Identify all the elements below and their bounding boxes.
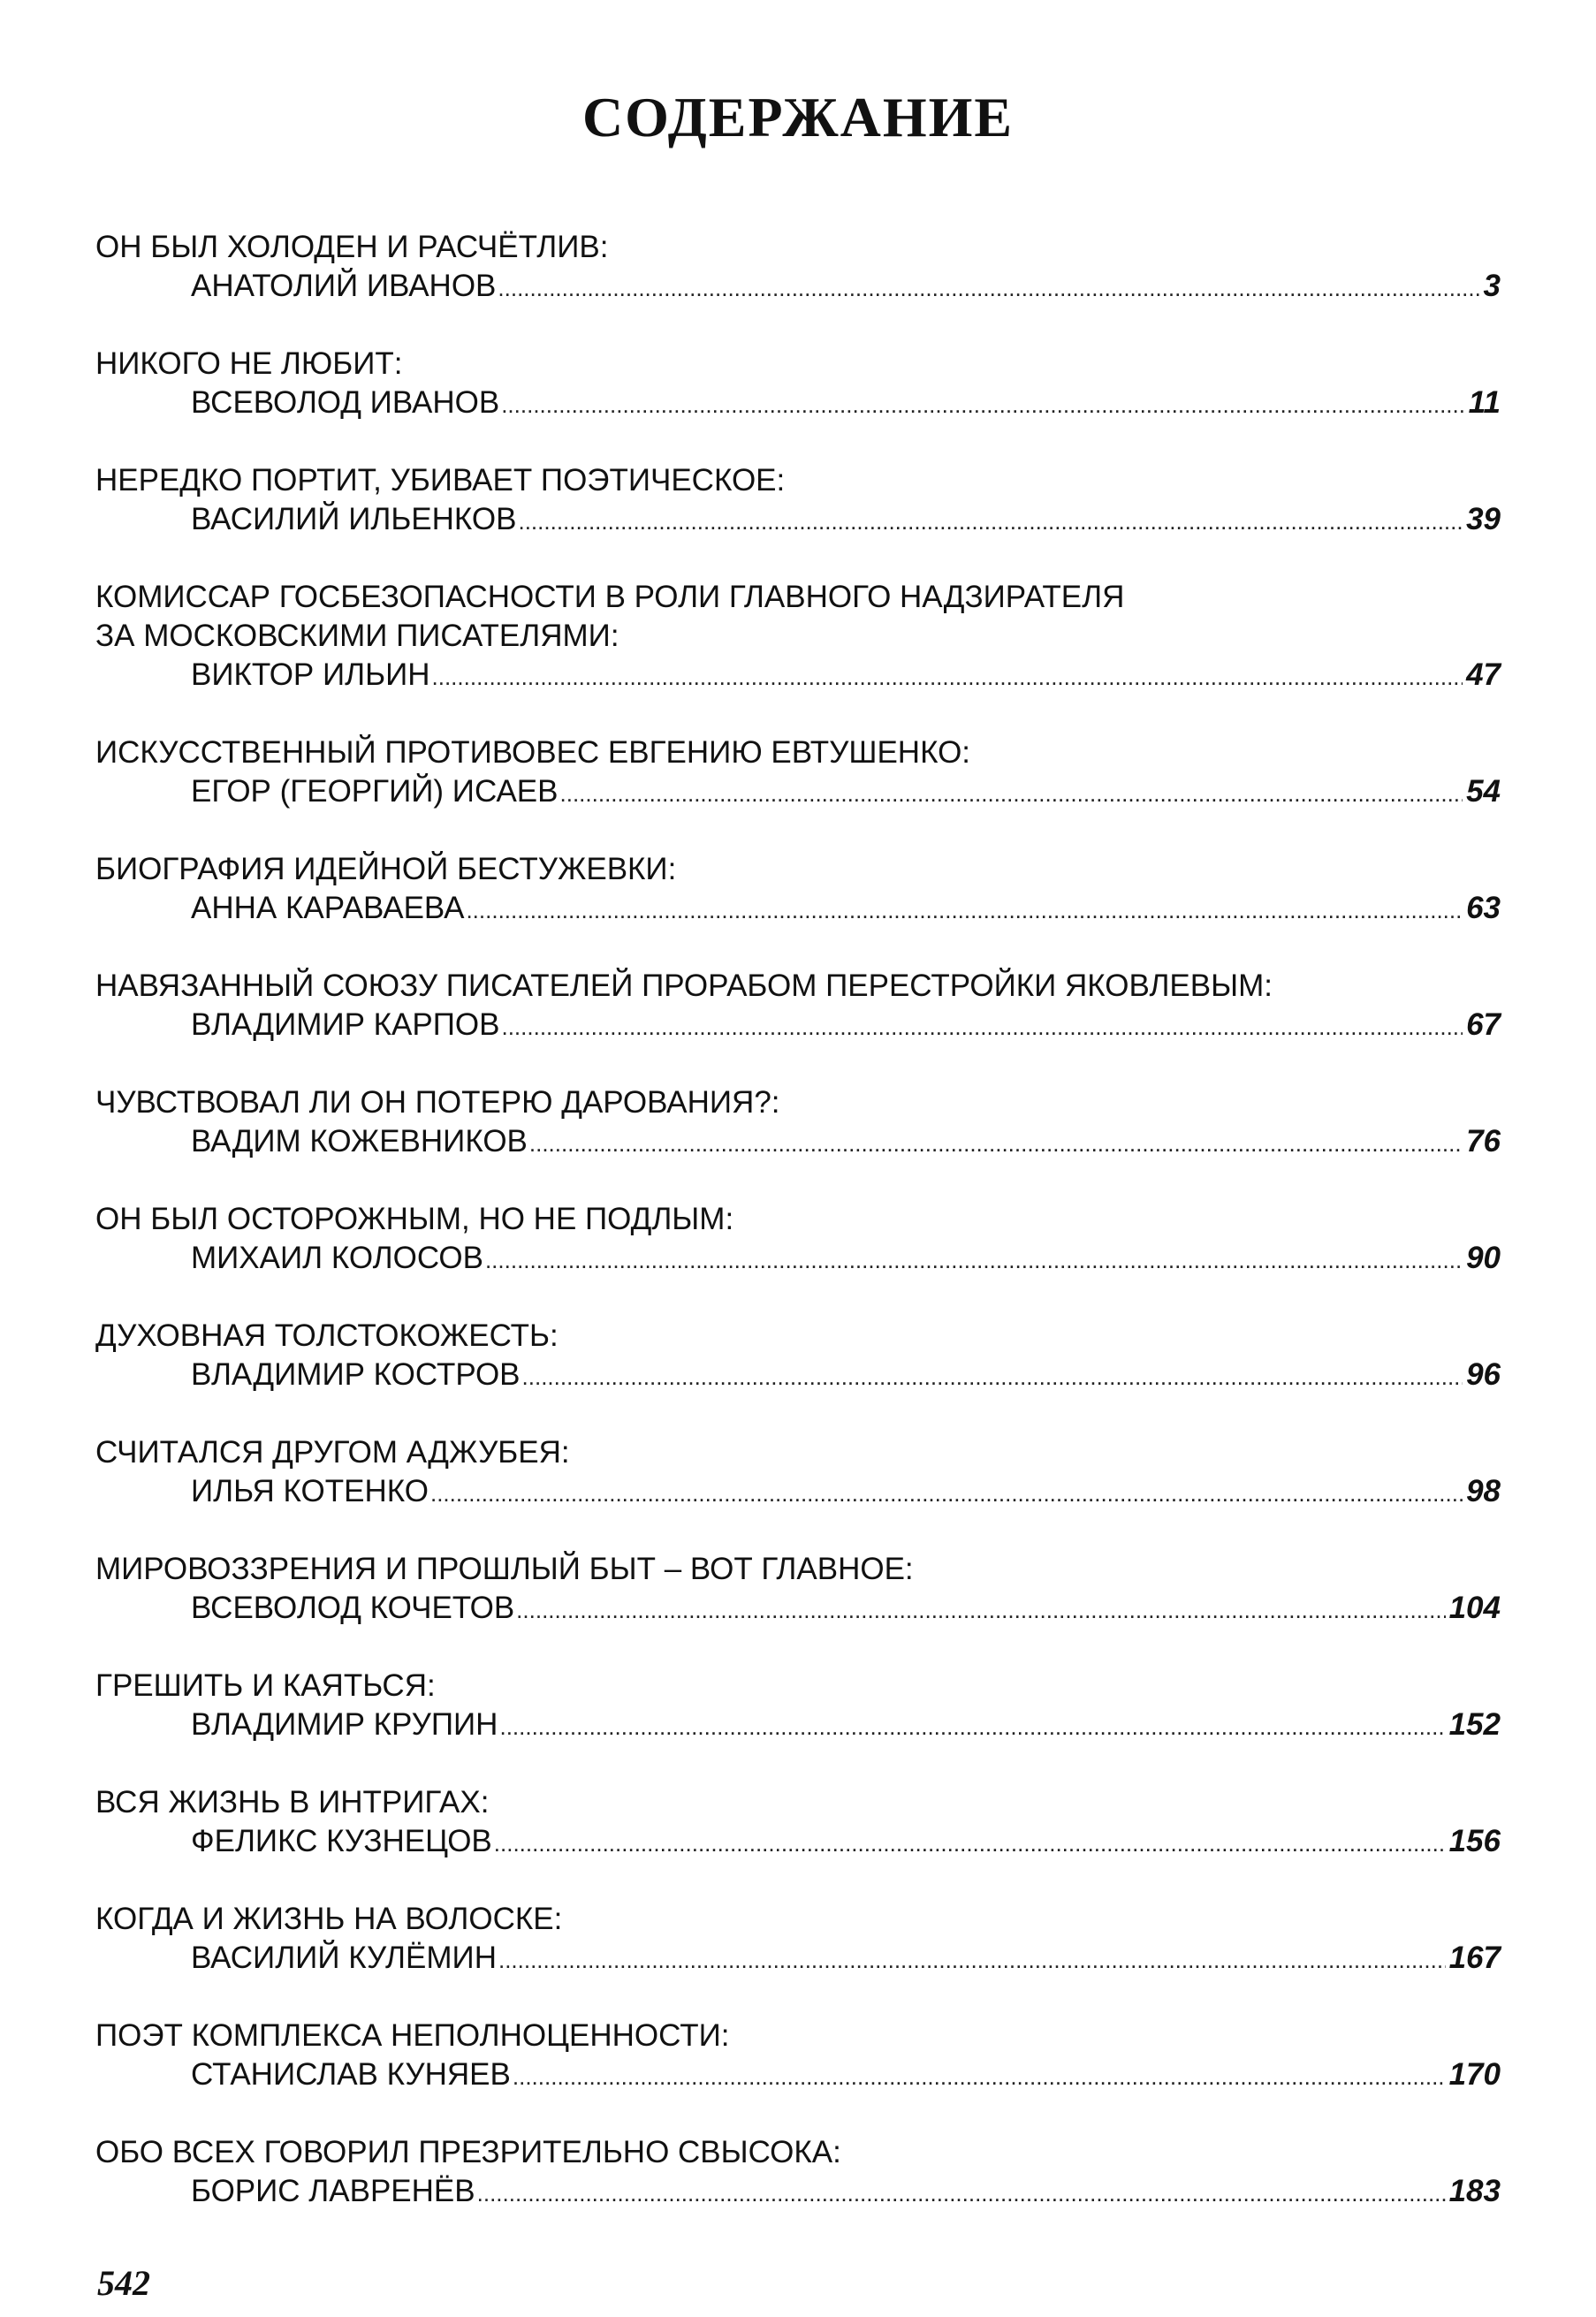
dot-leader (466, 891, 1463, 930)
toc-entry-author: ВЛАДИМИР КРУПИН (191, 1707, 498, 1742)
dot-leader (560, 774, 1463, 813)
toc-entry-author: ИЛЬЯ КОТЕНКО (191, 1474, 429, 1508)
toc-entry-author: ФЕЛИКС КУЗНЕЦОВ (191, 1824, 492, 1858)
toc-entry-line (95, 384, 1501, 424)
toc-entry-line (95, 656, 1501, 696)
toc-entry-author: АНАТОЛИЙ ИВАНОВ (191, 269, 497, 303)
toc-entry-author: БОРИС ЛАВРЕНЁВ (191, 2174, 475, 2208)
toc-entry-author: ВСЕВОЛОД КОЧЕТОВ (191, 1591, 515, 1625)
toc-entry-line (95, 1705, 1501, 1746)
toc-entry-page-number: 183 (1448, 2174, 1501, 2208)
toc-entry-line (95, 1356, 1501, 1396)
toc-entry-title: ЗА МОСКОВСКИМИ ПИСАТЕЛЯМИ: (95, 619, 619, 653)
toc-entry-line (95, 267, 1501, 308)
toc-entry-title: ПОЭТ КОМПЛЕКСА НЕПОЛНОЦЕННОСТИ: (95, 2018, 730, 2053)
toc-entry-title: КОГДА И ЖИЗНЬ НА ВОЛОСКЕ: (95, 1902, 563, 1936)
toc-entry-author: МИХАИЛ КОЛОСОВ (191, 1241, 483, 1275)
toc-entry-page-number: 96 (1466, 1357, 1501, 1392)
toc-entry-line (95, 1006, 1501, 1046)
toc-entry-page-number: 11 (1468, 385, 1501, 420)
dot-leader (529, 1124, 1463, 1163)
dot-leader (498, 1941, 1446, 1979)
dot-leader (432, 657, 1463, 696)
dot-leader (498, 269, 1479, 308)
dot-leader (494, 1824, 1446, 1863)
toc-entry-author: ВЛАДИМИР КОСТРОВ (191, 1357, 521, 1392)
dot-leader (516, 1591, 1445, 1629)
toc-entry (95, 1433, 1501, 1513)
toc-entry-title: ОН БЫЛ ХОЛОДЕН И РАСЧЁТЛИВ: (95, 230, 609, 264)
toc-entry-page-number: 156 (1448, 1824, 1501, 1858)
toc-entry-author: ЕГОР (ГЕОРГИЙ) ИСАЕВ (191, 774, 559, 809)
page-number: 542 (97, 2263, 150, 2303)
toc-entry-line (95, 2172, 1501, 2213)
toc-entry-title: ДУХОВНАЯ ТОЛСТОКОЖЕСТЬ: (95, 1318, 559, 1353)
toc-entry (95, 228, 1501, 308)
toc-entry-page-number: 67 (1466, 1007, 1501, 1042)
toc-entry-author: ВСЕВОЛОД ИВАНОВ (191, 385, 500, 420)
toc-entry (95, 461, 1501, 541)
dot-leader (501, 385, 1464, 424)
dot-leader (485, 1241, 1463, 1280)
toc-entry-page-number: 152 (1448, 1707, 1501, 1742)
toc-entry (95, 578, 1501, 696)
toc-entry-page-number: 104 (1448, 1591, 1501, 1625)
page-title: СОДЕРЖАНИЕ (581, 86, 1015, 148)
toc-entry-title: ЧУВСТВОВАЛ ЛИ ОН ПОТЕРЮ ДАРОВАНИЯ?: (95, 1085, 780, 1120)
toc-entry (95, 1667, 1501, 1746)
dot-leader (518, 502, 1463, 541)
toc-entry (95, 1550, 1501, 1629)
toc-entry-page-number: 54 (1466, 774, 1501, 809)
toc-entry-title: ГРЕШИТЬ И КАЯТЬСЯ: (95, 1668, 436, 1703)
toc-entry (95, 2133, 1501, 2213)
toc-entry-page-number: 90 (1466, 1241, 1501, 1275)
dot-leader (477, 2174, 1446, 2213)
table-of-contents (95, 228, 1501, 2250)
toc-entry-page-number: 98 (1466, 1474, 1501, 1508)
toc-entry-line (95, 1822, 1501, 1863)
toc-entry-author: ВАДИМ КОЖЕВНИКОВ (191, 1124, 528, 1158)
toc-entry (95, 1317, 1501, 1396)
toc-entry-author: СТАНИСЛАВ КУНЯЕВ (191, 2057, 511, 2092)
dot-leader (522, 1357, 1463, 1396)
toc-entry-line (95, 1939, 1501, 1979)
toc-entry (95, 1783, 1501, 1863)
toc-entry-page-number: 39 (1466, 502, 1501, 536)
toc-entry-page-number: 63 (1466, 891, 1501, 925)
toc-entry-line (95, 1472, 1501, 1513)
toc-entry-title: НЕРЕДКО ПОРТИТ, УБИВАЕТ ПОЭТИЧЕСКОЕ: (95, 463, 786, 498)
toc-entry-page-number: 76 (1466, 1124, 1501, 1158)
toc-entry-title: СЧИТАЛСЯ ДРУГОМ АДЖУБЕЯ: (95, 1435, 570, 1470)
toc-entry-title: КОМИССАР ГОСБЕЗОПАСНОСТИ В РОЛИ ГЛАВНОГО НАДЗИРАТЕЛЯ (95, 580, 1125, 614)
toc-entry-line (95, 1122, 1501, 1163)
toc-entry-title: ОБО ВСЕХ ГОВОРИЛ ПРЕЗРИТЕЛЬНО СВЫСОКА: (95, 2135, 841, 2169)
toc-entry-title: БИОГРАФИЯ ИДЕЙНОЙ БЕСТУЖЕВКИ: (95, 852, 677, 886)
toc-entry-page-number: 3 (1483, 269, 1501, 303)
toc-entry-author: ВИКТОР ИЛЬИН (191, 657, 430, 692)
toc-entry-title: ВСЯ ЖИЗНЬ В ИНТРИГАХ: (95, 1785, 490, 1819)
toc-entry (95, 2017, 1501, 2096)
toc-entry-author: ВАСИЛИЙ КУЛЁМИН (191, 1941, 497, 1975)
dot-leader (501, 1007, 1463, 1046)
toc-entry-author: ВАСИЛИЙ ИЛЬЕНКОВ (191, 502, 517, 536)
toc-entry-page-number: 167 (1448, 1941, 1501, 1975)
toc-entry (95, 850, 1501, 930)
toc-entry-title: НИКОГО НЕ ЛЮБИТ: (95, 346, 403, 381)
toc-entry-title: ОН БЫЛ ОСТОРОЖНЫМ, НО НЕ ПОДЛЫМ: (95, 1202, 734, 1236)
toc-entry-line (95, 772, 1501, 813)
toc-entry-line (95, 889, 1501, 930)
toc-entry (95, 1900, 1501, 1979)
toc-entry-title: НАВЯЗАННЫЙ СОЮЗУ ПИСАТЕЛЕЙ ПРОРАБОМ ПЕРЕСТРОЙКИ ЯКОВЛЕВЫМ: (95, 969, 1273, 1003)
dot-leader (499, 1707, 1445, 1746)
toc-entry-title: ИСКУССТВЕННЫЙ ПРОТИВОВЕС ЕВГЕНИЮ ЕВТУШЕНКО: (95, 735, 971, 770)
toc-entry (95, 345, 1501, 424)
toc-entry-title: МИРОВОЗЗРЕНИЯ И ПРОШЛЫЙ БЫТ – ВОТ ГЛАВНОЕ: (95, 1552, 914, 1586)
dot-leader (430, 1474, 1463, 1513)
toc-entry-line (95, 500, 1501, 541)
toc-entry (95, 1200, 1501, 1280)
toc-entry-line (95, 2055, 1501, 2096)
toc-entry-author: ВЛАДИМИР КАРПОВ (191, 1007, 500, 1042)
toc-entry-line (95, 1589, 1501, 1629)
toc-entry (95, 1083, 1501, 1163)
toc-entry-author: АННА КАРАВАЕВА (191, 891, 465, 925)
toc-entry (95, 733, 1501, 813)
toc-entry-page-number: 47 (1466, 657, 1501, 692)
toc-entry-line (95, 1239, 1501, 1280)
dot-leader (513, 2057, 1446, 2096)
toc-entry (95, 967, 1501, 1046)
toc-entry-page-number: 170 (1448, 2057, 1501, 2092)
